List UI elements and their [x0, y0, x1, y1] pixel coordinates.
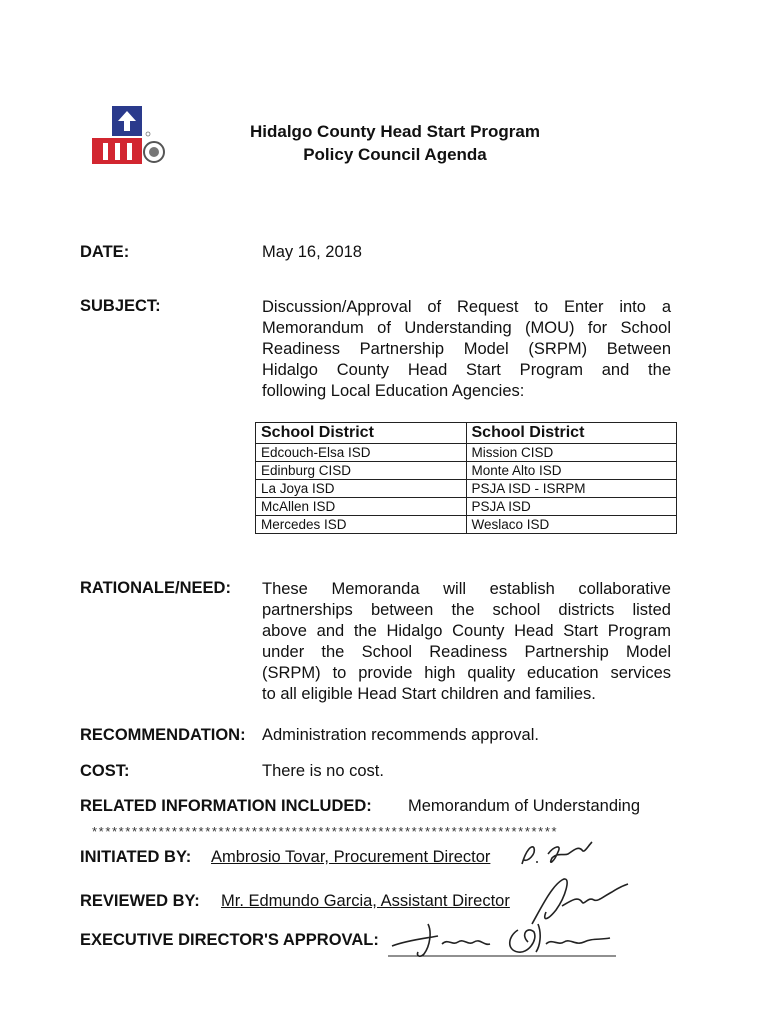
table-row	[256, 480, 677, 498]
rationale-line: to all eligible Head Start children and families.	[262, 685, 596, 703]
subject-line: Readiness Partnership Model (SRPM) Between	[262, 340, 671, 358]
table-header: School District	[466, 423, 677, 444]
table-cell: La Joya ISD	[256, 480, 467, 498]
recommendation-label: RECOMMENDATION:	[80, 726, 246, 744]
cost-label: COST:	[80, 762, 130, 780]
date-label: DATE:	[80, 243, 130, 261]
table-row	[256, 462, 677, 480]
table-row	[256, 516, 677, 534]
table-cell: PSJA ISD - ISRPM	[466, 480, 677, 498]
initiated-by-value: Ambrosio Tovar, Procurement Director	[211, 848, 491, 866]
executive-signature-icon	[388, 916, 618, 962]
table-row	[256, 498, 677, 516]
rationale-text	[262, 579, 671, 705]
subject-line: Hidalgo County Head Start Program and the	[262, 361, 671, 379]
rationale-line: These Memoranda will establish collaborative	[262, 580, 671, 598]
table-cell: Edcouch-Elsa ISD	[256, 444, 467, 462]
table-cell: Edinburg CISD	[256, 462, 467, 480]
rationale-line: (SRPM) to provide high quality education services	[262, 664, 671, 682]
table-header: School District	[256, 423, 467, 444]
title-line-1: Hidalgo County Head Start Program	[250, 122, 540, 141]
subject-line: Memorandum of Understanding (MOU) for School	[262, 319, 671, 337]
reviewed-signature-icon	[522, 866, 632, 932]
table-cell: Mercedes ISD	[256, 516, 467, 534]
initiated-signature-icon	[518, 838, 598, 872]
subject-line: Discussion/Approval of Request to Enter into a	[262, 298, 671, 316]
table-row	[256, 444, 677, 462]
rationale-line: above and the Hidalgo County Head Start Program	[262, 622, 671, 640]
hidalgo-county-logo-icon	[90, 104, 170, 168]
reviewed-by-label: REVIEWED BY:	[80, 892, 200, 910]
initiated-by-label: INITIATED BY:	[80, 848, 192, 866]
subject-label: SUBJECT:	[80, 297, 161, 315]
rationale-line: under the School Readiness Partnership Model	[262, 643, 671, 661]
rationale-line: partnerships between the school districts listed	[262, 601, 671, 619]
agenda-title	[200, 120, 590, 166]
table-cell: Mission CISD	[466, 444, 677, 462]
cost-value: There is no cost.	[262, 762, 384, 780]
table-cell: Weslaco ISD	[466, 516, 677, 534]
rationale-label: RATIONALE/NEED:	[80, 579, 231, 597]
table-cell: PSJA ISD	[466, 498, 677, 516]
related-info-label: RELATED INFORMATION INCLUDED:	[80, 797, 372, 815]
reviewed-by-value: Mr. Edmundo Garcia, Assistant Director	[221, 892, 510, 910]
executive-approval-label: EXECUTIVE DIRECTOR'S APPROVAL:	[80, 931, 379, 949]
recommendation-value: Administration recommends approval.	[262, 726, 539, 744]
school-district-table	[255, 422, 677, 534]
date-value: May 16, 2018	[262, 243, 362, 261]
table-cell: McAllen ISD	[256, 498, 467, 516]
title-line-2: Policy Council Agenda	[303, 145, 487, 164]
subject-line: following Local Education Agencies:	[262, 382, 525, 400]
star-divider: **********************************************************************	[92, 824, 559, 839]
subject-text	[262, 297, 671, 402]
table-cell: Monte Alto ISD	[466, 462, 677, 480]
table-header-row	[256, 423, 677, 444]
related-info-value: Memorandum of Understanding	[408, 797, 641, 815]
